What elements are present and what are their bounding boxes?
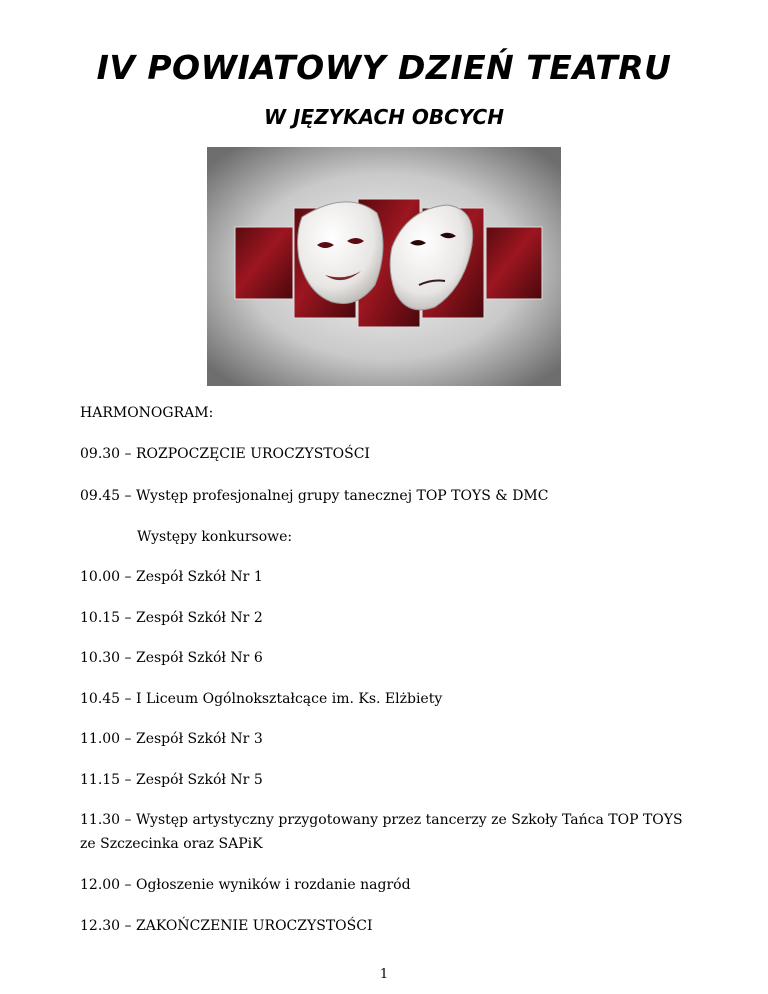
schedule-heading: HARMONOGRAM: (80, 405, 214, 421)
competition-subheading: Występy konkursowe: (137, 529, 293, 545)
list-item: 11.15 – Zespół Szkół Nr 5 (80, 772, 263, 788)
list-item: 10.15 – Zespół Szkół Nr 2 (80, 610, 263, 626)
list-item: 11.00 – Zespół Szkół Nr 3 (80, 731, 263, 747)
list-item-continuation: ze Szczecinka oraz SAPiK (80, 836, 263, 852)
document-title: IV POWIATOWY DZIEŃ TEATRU (96, 48, 672, 87)
list-item: 12.00 – Ogłoszenie wyników i rozdanie nagród (80, 877, 411, 893)
theatre-masks-icon (207, 147, 561, 386)
list-item: 10.45 – I Liceum Ogólnokształcące im. Ks. Elżbiety (80, 691, 443, 707)
list-item: 10.00 – Zespół Szkół Nr 1 (80, 569, 263, 585)
list-item: 12.30 – ZAKOŃCZENIE UROCZYSTOŚCI (80, 918, 373, 934)
list-item: 10.30 – Zespół Szkół Nr 6 (80, 650, 263, 666)
list-item: 09.30 – ROZPOCZĘCIE UROCZYSTOŚCI (80, 446, 370, 462)
list-item: 11.30 – Występ artystyczny przygotowany przez tancerzy ze Szkoły Tańca TOP TOYS (80, 812, 683, 828)
document-subtitle: W JĘZYKACH OBCYCH (264, 105, 504, 129)
page-number: 1 (379, 967, 389, 982)
list-item: 09.45 – Występ profesjonalnej grupy tanecznej TOP TOYS & DMC (80, 488, 549, 504)
